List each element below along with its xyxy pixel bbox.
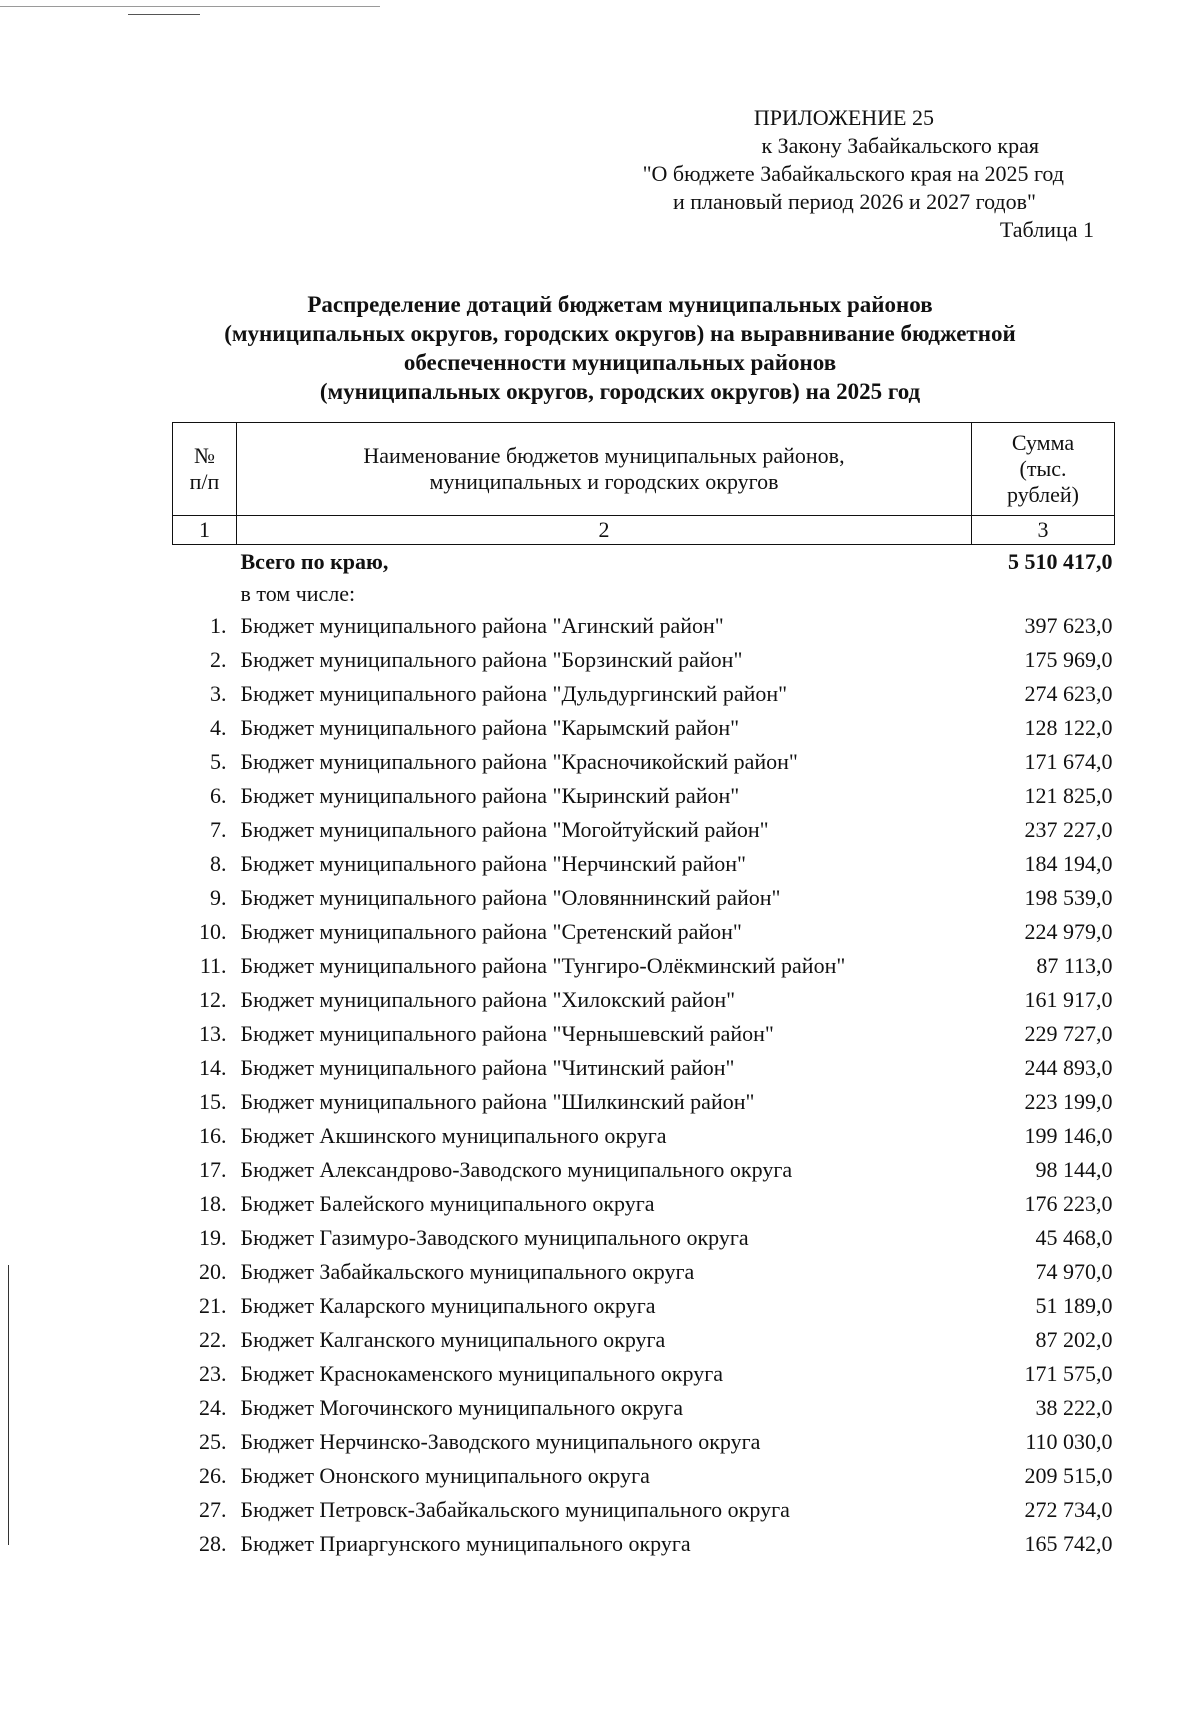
table-header-row [173, 423, 1115, 516]
including-label: в том числе: [240, 581, 356, 606]
row-budget-name: Бюджет Александрово-Заводского муниципального округа [240, 1157, 793, 1182]
table-row [173, 609, 1115, 643]
row-budget-name: Бюджет Приаргунского муниципального округа [240, 1531, 691, 1556]
row-number: 7. [210, 817, 227, 842]
row-budget-name: Бюджет Нерчинско-Заводского муниципального округа [240, 1429, 761, 1454]
row-budget-name: Бюджет муниципального района "Карымский район" [240, 715, 740, 740]
row-budget-name: Бюджет муниципального района "Могойтуйский район" [240, 817, 769, 842]
row-number: 20. [199, 1259, 227, 1284]
row-number: 8. [210, 851, 227, 876]
row-number: 16. [199, 1123, 227, 1148]
row-amount: 87 113,0 [1036, 953, 1113, 978]
table-row [173, 915, 1115, 949]
column-header-number: № п/п [173, 423, 237, 516]
row-budget-name: Бюджет муниципального района "Нерчинский район" [240, 851, 747, 876]
row-number: 13. [199, 1021, 227, 1046]
appendix-number: ПРИЛОЖЕНИЕ 25 [753, 105, 934, 130]
row-number: 1. [210, 613, 227, 638]
row-amount: 38 222,0 [1035, 1395, 1113, 1420]
row-amount: 237 227,0 [1024, 817, 1113, 842]
row-amount: 224 979,0 [1024, 919, 1113, 944]
row-budget-name: Бюджет Акшинского муниципального округа [240, 1123, 667, 1148]
column-number-row [173, 516, 1115, 545]
title-line: (муниципальных округов, городских округов) на выравнивание бюджетной [224, 321, 1016, 346]
scan-artifact-line [8, 1265, 9, 1545]
row-number: 2. [210, 647, 227, 672]
title-line: (муниципальных округов, городских округов) на 2025 год [319, 379, 921, 404]
table-row [173, 949, 1115, 983]
table-row [173, 779, 1115, 813]
row-number: 23. [199, 1361, 227, 1386]
row-budget-name: Бюджет муниципального района "Сретенский район" [240, 919, 742, 944]
planning-period: и плановый период 2026 и 2027 годов" [672, 189, 1036, 214]
document-title [150, 290, 1090, 406]
column-header-name: Наименование бюджетов муниципальных районов, муниципальных и городских округов [237, 423, 972, 516]
row-number: 18. [199, 1191, 227, 1216]
row-amount: 397 623,0 [1024, 613, 1113, 638]
row-amount: 223 199,0 [1024, 1089, 1113, 1114]
row-budget-name: Бюджет Краснокаменского муниципального округа [240, 1361, 723, 1386]
table-row [173, 881, 1115, 915]
row-number: 22. [199, 1327, 227, 1352]
row-number: 19. [199, 1225, 227, 1250]
row-budget-name: Бюджет муниципального района "Кыринский район" [240, 783, 740, 808]
row-budget-name: Бюджет Калганского муниципального округа [240, 1327, 666, 1352]
row-budget-name: Бюджет муниципального района "Красночикойский район" [240, 749, 798, 774]
column-header-sum: Сумма (тыс. рублей) [972, 423, 1115, 516]
row-amount: 176 223,0 [1024, 1191, 1113, 1216]
table-row [173, 983, 1115, 1017]
row-budget-name: Бюджет Газимуро-Заводского муниципального округа [240, 1225, 749, 1250]
title-line: обеспеченности муниципальных районов [403, 350, 837, 375]
row-number: 26. [199, 1463, 227, 1488]
scan-artifact-line [128, 14, 200, 15]
total-row [173, 545, 1115, 580]
row-number: 5. [210, 749, 227, 774]
row-amount: 229 727,0 [1024, 1021, 1113, 1046]
row-budget-name: Бюджет муниципального района "Дульдургинский район" [240, 681, 788, 706]
appendix-header [643, 104, 1094, 244]
table-row [173, 1459, 1115, 1493]
row-budget-name: Бюджет Петровск-Забайкальского муниципального округа [240, 1497, 790, 1522]
row-budget-name: Бюджет Забайкальского муниципального округа [240, 1259, 695, 1284]
row-number: 11. [199, 953, 227, 978]
table-row [173, 1119, 1115, 1153]
row-number: 3. [210, 681, 227, 706]
row-amount: 272 734,0 [1024, 1497, 1113, 1522]
table-row [173, 1323, 1115, 1357]
row-number: 25. [199, 1429, 227, 1454]
row-budget-name: Бюджет муниципального района "Шилкинский район" [240, 1089, 755, 1114]
row-budget-name: Бюджет муниципального района "Тунгиро-Олёкминский район" [240, 953, 846, 978]
row-number: 14. [199, 1055, 227, 1080]
row-budget-name: Бюджет муниципального района "Борзинский район" [240, 647, 743, 672]
row-amount: 171 575,0 [1024, 1361, 1113, 1386]
row-budget-name: Бюджет Каларского муниципального округа [240, 1293, 656, 1318]
row-budget-name: Бюджет муниципального района "Хилокский район" [240, 987, 736, 1012]
total-value: 5 510 417,0 [1008, 549, 1113, 574]
table-row [173, 1017, 1115, 1051]
column-number: 2 [237, 516, 972, 545]
row-amount: 209 515,0 [1024, 1463, 1113, 1488]
including-row [173, 579, 1115, 609]
row-number: 12. [199, 987, 227, 1012]
row-amount: 87 202,0 [1035, 1327, 1113, 1352]
table-row [173, 1085, 1115, 1119]
row-amount: 110 030,0 [1025, 1429, 1113, 1454]
row-number: 21. [199, 1293, 227, 1318]
table-row [173, 1255, 1115, 1289]
row-amount: 171 674,0 [1024, 749, 1113, 774]
row-budget-name: Бюджет муниципального района "Оловяннинский район" [240, 885, 781, 910]
table-row [173, 1153, 1115, 1187]
table-row [173, 1527, 1115, 1561]
row-amount: 74 970,0 [1035, 1259, 1113, 1284]
table-row [173, 847, 1115, 881]
row-number: 4. [210, 715, 227, 740]
table-row [173, 813, 1115, 847]
table-row [173, 1289, 1115, 1323]
row-amount: 198 539,0 [1024, 885, 1113, 910]
title-line: Распределение дотаций бюджетам муниципальных районов [307, 292, 933, 317]
row-budget-name: Бюджет муниципального района "Читинский район" [240, 1055, 735, 1080]
table-row [173, 643, 1115, 677]
column-number: 1 [173, 516, 237, 545]
row-amount: 98 144,0 [1035, 1157, 1113, 1182]
row-number: 9. [210, 885, 227, 910]
table-row [173, 1051, 1115, 1085]
row-number: 24. [199, 1395, 227, 1420]
row-number: 28. [199, 1531, 227, 1556]
table-row [173, 677, 1115, 711]
row-amount: 199 146,0 [1024, 1123, 1113, 1148]
subsidy-table [172, 422, 1115, 1561]
row-budget-name: Бюджет муниципального района "Чернышевский район" [240, 1021, 774, 1046]
row-amount: 45 468,0 [1035, 1225, 1113, 1250]
table-row [173, 1187, 1115, 1221]
table-row [173, 1221, 1115, 1255]
table-row [173, 1425, 1115, 1459]
row-amount: 175 969,0 [1024, 647, 1113, 672]
row-amount: 128 122,0 [1024, 715, 1113, 740]
column-number: 3 [972, 516, 1115, 545]
row-amount: 184 194,0 [1024, 851, 1113, 876]
table-label: Таблица 1 [999, 217, 1094, 242]
row-budget-name: Бюджет муниципального района "Агинский район" [240, 613, 724, 638]
row-amount: 244 893,0 [1024, 1055, 1113, 1080]
row-budget-name: Бюджет Балейского муниципального округа [240, 1191, 655, 1216]
table-row [173, 1391, 1115, 1425]
row-budget-name: Бюджет Могочинского муниципального округа [240, 1395, 683, 1420]
scan-artifact-line [0, 6, 380, 7]
row-amount: 51 189,0 [1035, 1293, 1113, 1318]
table-row [173, 1493, 1115, 1527]
row-number: 17. [199, 1157, 227, 1182]
row-budget-name: Бюджет Ононского муниципального округа [240, 1463, 650, 1488]
law-reference: к Закону Забайкальского края [761, 133, 1039, 158]
row-amount: 121 825,0 [1024, 783, 1113, 808]
row-amount: 274 623,0 [1024, 681, 1113, 706]
row-number: 10. [199, 919, 227, 944]
row-number: 27. [199, 1497, 227, 1522]
row-amount: 161 917,0 [1024, 987, 1113, 1012]
row-number: 6. [210, 783, 227, 808]
table-row [173, 1357, 1115, 1391]
row-number: 15. [199, 1089, 227, 1114]
budget-law-title: "О бюджете Забайкальского края на 2025 год [642, 161, 1064, 186]
table-row [173, 711, 1115, 745]
row-amount: 165 742,0 [1024, 1531, 1113, 1556]
total-label: Всего по краю, [240, 549, 389, 574]
table-row [173, 745, 1115, 779]
